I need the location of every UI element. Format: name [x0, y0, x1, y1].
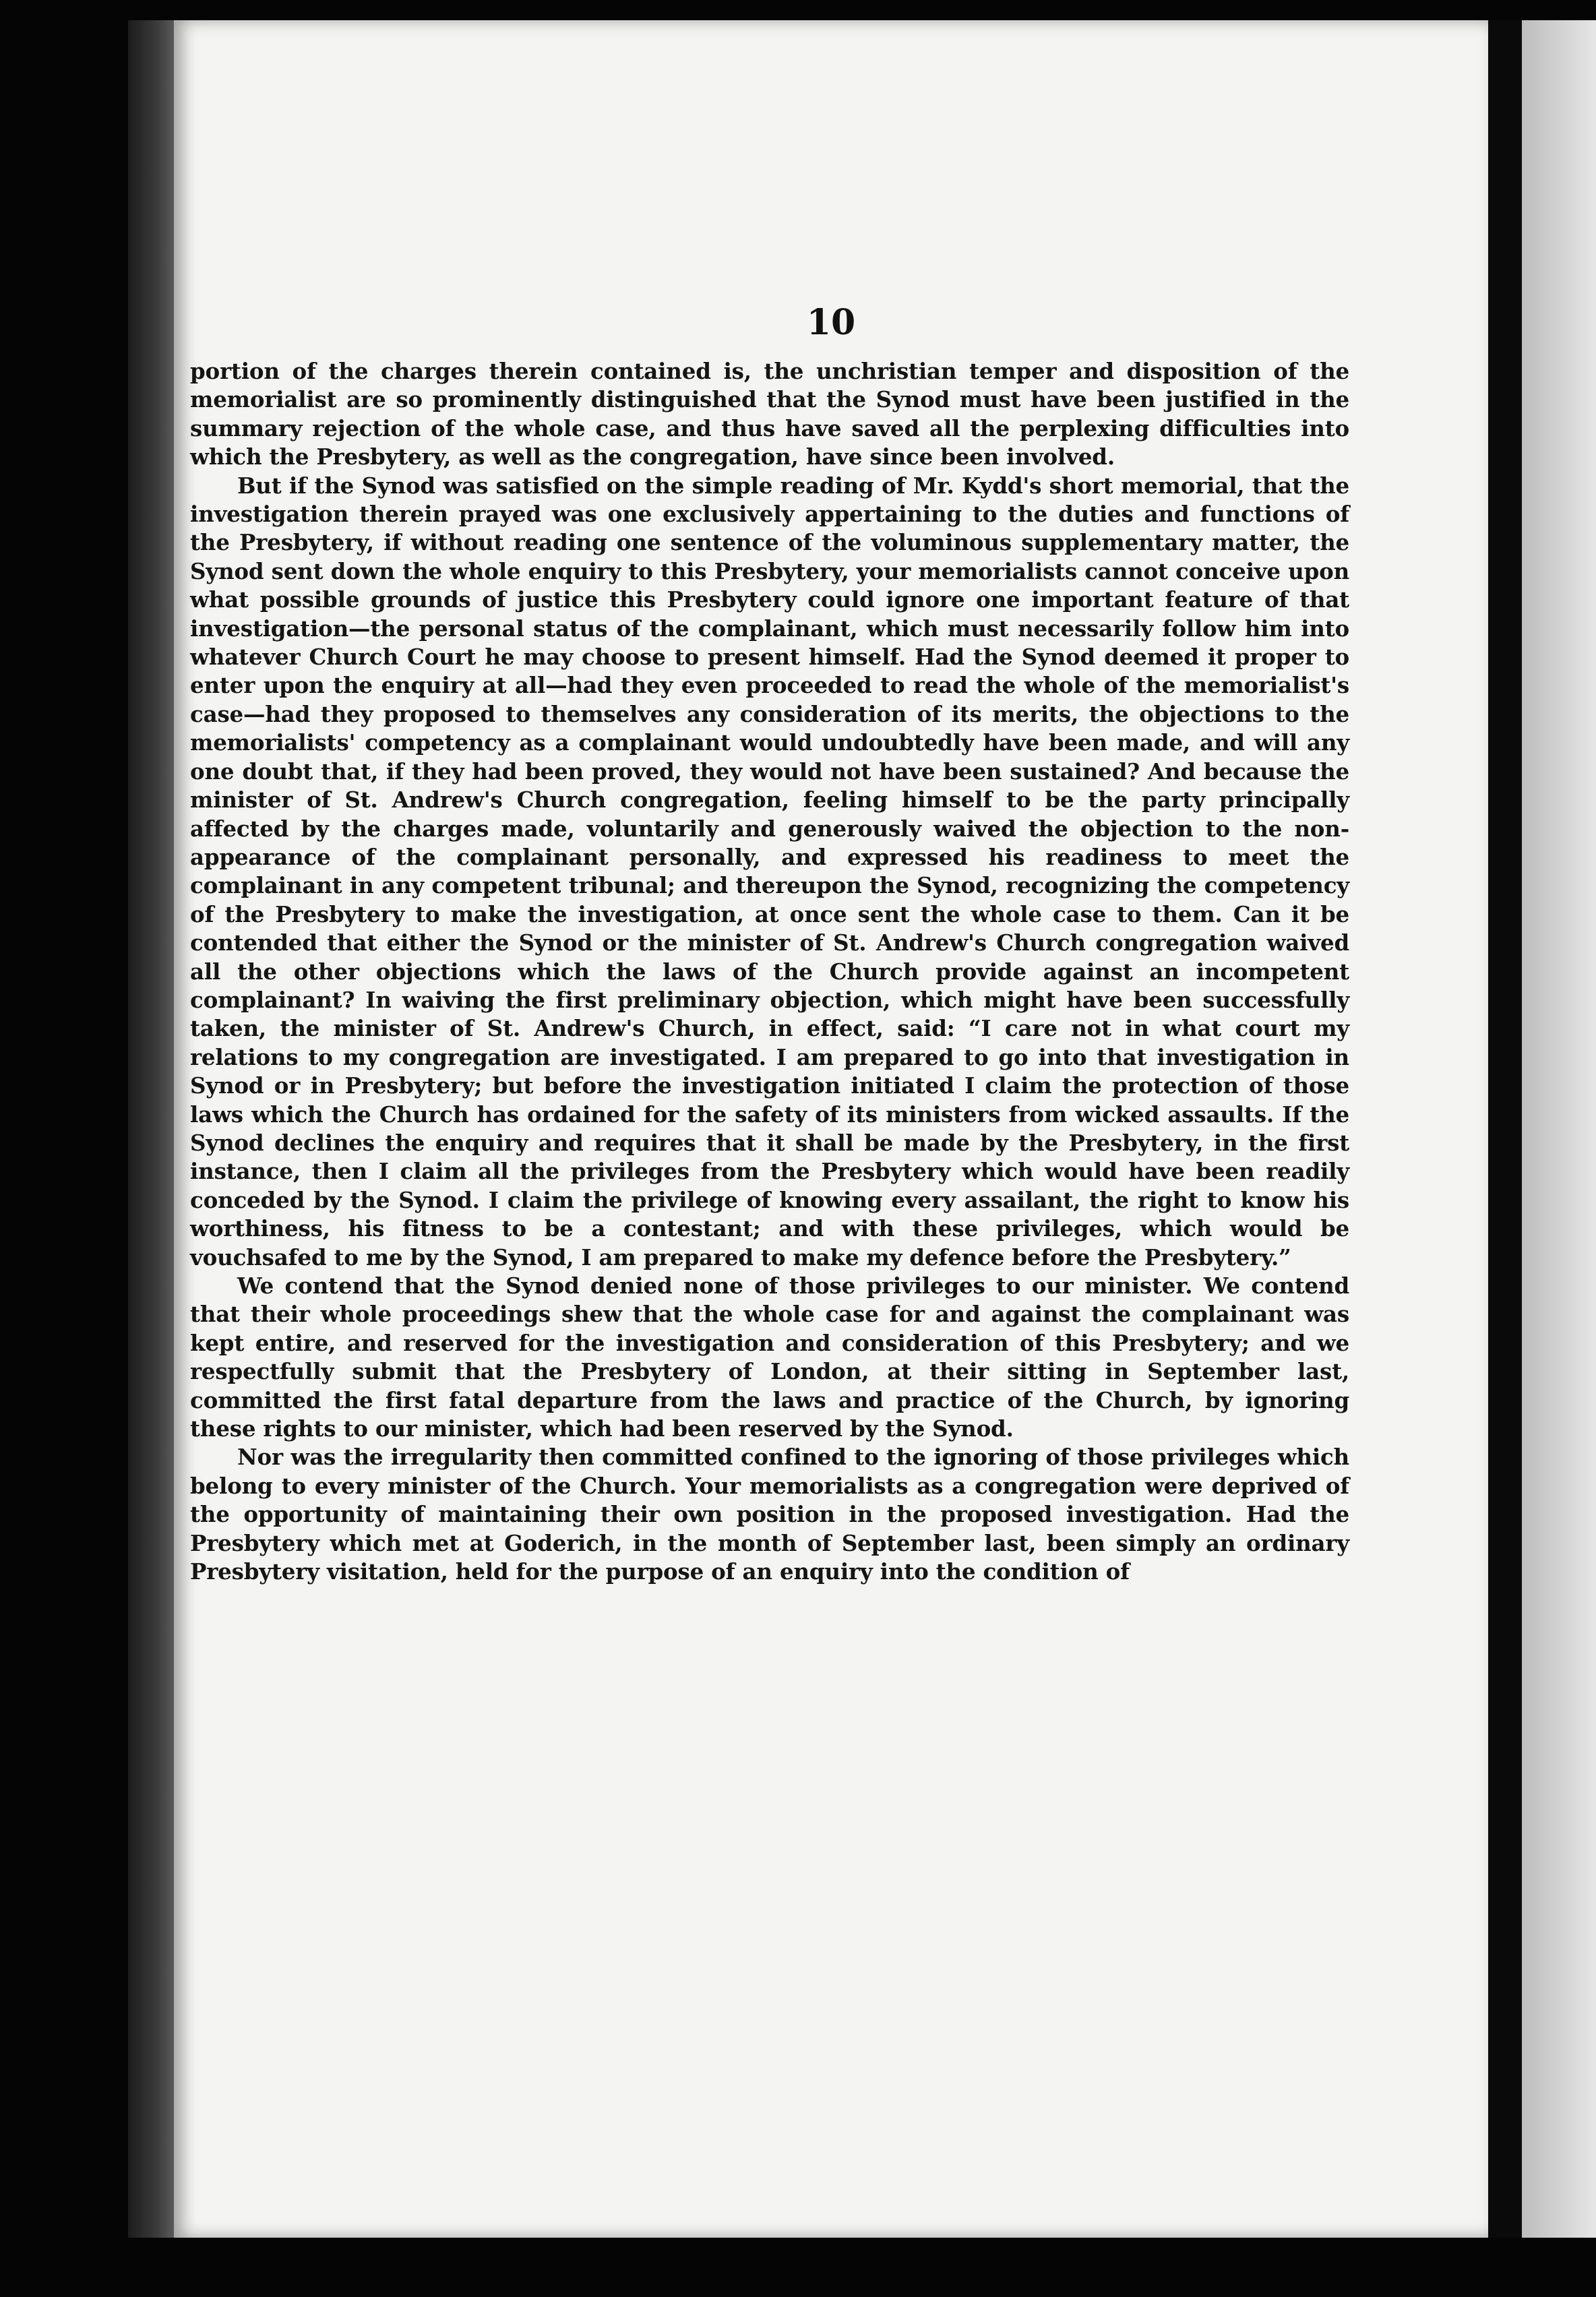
page-number: 10 [806, 302, 856, 343]
book-spine-edge [128, 20, 175, 2238]
paragraph: Nor was the irregularity then committed confined to the ignoring of those privileges which belong to every minister of the Church. Your memorialists as a congregation were deprived of the opportunity of maintaining their own position in the proposed investigation. Had the Presbytery which met at Goderich, in the month of September last, been simply an ordinary Presbytery visitation, held for the purpose of an enquiry into the condition of [190, 1444, 1349, 1585]
adjacent-page-edge [1522, 20, 1596, 2238]
body-text [190, 357, 1349, 1586]
page-gutter [1488, 20, 1522, 2238]
paragraph: portion of the charges therein contained is, the unchristian temper and disposition of the memorialist are so prominently distinguished that the Synod must have been justified in the summary rejection of the whole case, and thus have saved all the perplexing difficulties into which the Presbytery, as well as the congregation, have since been involved. [190, 358, 1349, 470]
paragraph: But if the Synod was satisfied on the simple reading of Mr. Kydd's short memorial, that the investigation therein prayed was one exclusively appertaining to the duties and functions of the Presbytery, if without reading one sentence of the voluminous supplementary matter, the Synod sent down the whole enquiry to this Presbytery, your memorialists cannot conceive upon what possible grounds of justice this Presbytery could ignore one important feature of that investigation—the personal status of the complainant, which must necessarily follow him into whatever Church Court he may choose to present himself. Had the Synod deemed it proper to enter upon the enquiry at all—had they even proceeded to read the whole of the memorialist's case—had they proposed to themselves any consideration of its merits, the objections to the memorialists' competency as a complainant would undoubtedly have been made, and will any one doubt that, if they had been proved, they would not have been sustained? And because the minister of St. Andrew's Church congregation, feeling himself to be the party principally affected by the charges made, voluntarily and generously waived the objection to the non-appearance of the complainant personally, and expressed his readiness to meet the complainant in any competent tribunal; and thereupon the Synod, recognizing the competency of the Presbytery to make the investigation, at once sent the whole case to them. Can it be contended that either the Synod or the minister of St. Andrew's Church congregation waived all the other objections which the laws of the Church provide against an incompetent complainant? In waiving the first preliminary objection, which might have been successfully taken, the minister of St. Andrew's Church, in effect, said: “I care not in what court my relations to my congregation are investigated. I am prepared to go into that investigation in Synod or in Presbytery; but before the investigation initiated I claim the protection of those laws which the Church has ordained for the safety of its ministers from wicked assaults. If the Synod declines the enquiry and requires that it shall be made by the Presbytery, in the first instance, then I claim all the privileges from the Presbytery which would have been readily conceded by the Synod. I claim the privilege of knowing every assailant, the right to know his worthiness, his fitness to be a contestant; and with these privileges, which would be vouchsafed to me by the Synod, I am prepared to make my defence before the Presbytery.” [190, 472, 1349, 1270]
paragraph: We contend that the Synod denied none of those privileges to our minister. We contend that their whole proceedings shew that the whole case for and against the complainant was kept entire, and reserved for the investigation and consideration of this Presbytery; and we respectfully submit that the Presbytery of London, at their sitting in September last, committed the first fatal departure from the laws and practice of the Church, by ignoring these rights to our minister, which had been reserved by the Synod. [190, 1273, 1349, 1442]
